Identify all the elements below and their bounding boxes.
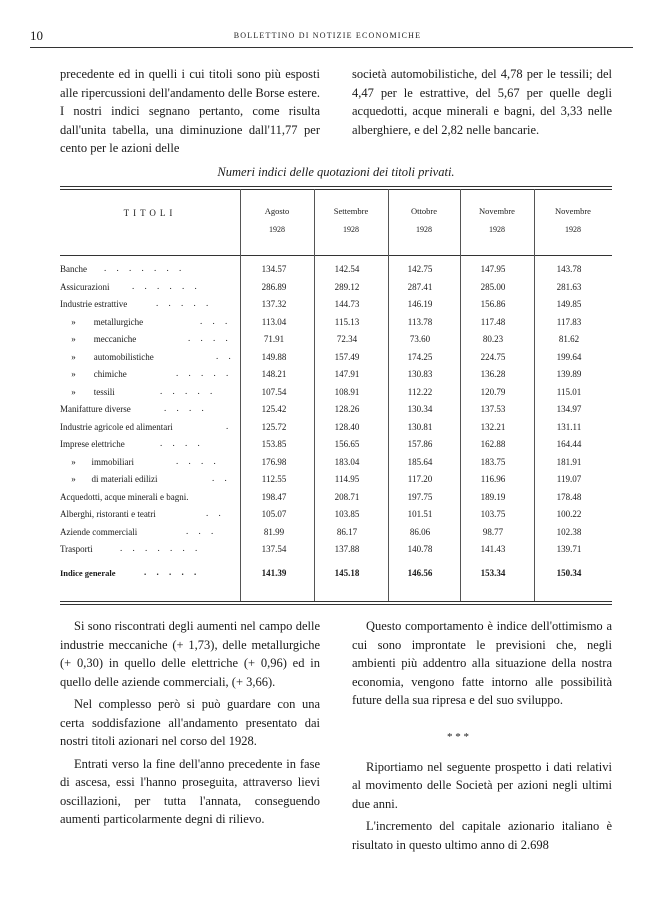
intro-left-column bbox=[60, 65, 320, 158]
column-header-month: Settembre bbox=[333, 206, 369, 216]
row-label: » immobiliari bbox=[60, 456, 134, 467]
cell-value: 101.51 bbox=[407, 509, 433, 519]
leader-dots: . . . . . . . bbox=[120, 543, 202, 553]
table-row bbox=[60, 350, 612, 368]
cell-value: 71.91 bbox=[263, 334, 285, 344]
cell-value: 178.48 bbox=[556, 491, 582, 502]
table-row bbox=[60, 455, 612, 473]
titoli-header: TITOLI bbox=[123, 208, 177, 218]
page-number: 10 bbox=[30, 28, 43, 43]
leader-dots: . . . . . bbox=[176, 368, 233, 378]
cell-value: 114.95 bbox=[334, 474, 360, 484]
cell-value: 162.88 bbox=[480, 439, 506, 449]
table-row bbox=[60, 490, 612, 508]
cell-value: 134.97 bbox=[556, 404, 582, 414]
table-header-rule bbox=[60, 255, 612, 256]
cell-value: 130.34 bbox=[407, 404, 433, 414]
column-header bbox=[392, 205, 456, 236]
cell-value: 125.42 bbox=[261, 404, 287, 414]
row-label: » automobilistiche bbox=[60, 351, 154, 362]
cell-value: 112.55 bbox=[261, 474, 287, 484]
cell-value: 117.20 bbox=[407, 474, 433, 484]
row-label: Trasporti bbox=[60, 544, 93, 554]
cell-value: 105.07 bbox=[261, 509, 287, 519]
cell-value: 224.75 bbox=[480, 351, 506, 362]
cell-value: 174.25 bbox=[407, 351, 433, 362]
body-paragraph: Questo comportamento è indice dell'ottimismo a cui sono improntate le previsioni che, negli ambienti più addentro alla situazione della nostra economia, vengono fatte intorno alle possibilità future della sua ripresa e del suo sviluppo. bbox=[352, 619, 612, 707]
intro-left-paragraph: precedente ed in quelli i cui titoli sono più esposti alle ripercussioni dell'andamento delle Borse estere. I nostri indici segnano pertanto, come risulta dall'unita tabella, una diminuzione dall'11,77 per cento per le azioni delle bbox=[60, 67, 320, 155]
table-row bbox=[60, 420, 612, 438]
fleuron-spacer bbox=[352, 714, 612, 754]
table-top-rule bbox=[60, 186, 612, 187]
table-bottom-rule bbox=[60, 601, 612, 602]
header-rule bbox=[30, 47, 633, 48]
total-value: 150.34 bbox=[556, 567, 582, 578]
leader-dots: . . . . bbox=[164, 403, 208, 413]
cell-value: 130.83 bbox=[407, 369, 433, 379]
leader-dots: . . bbox=[216, 350, 235, 361]
column-header-month: Novembre bbox=[479, 206, 515, 216]
body-columns bbox=[60, 617, 612, 858]
column-header bbox=[244, 205, 310, 236]
cell-value: 102.38 bbox=[556, 526, 582, 537]
intro-right-paragraph: società automobilistiche, del 4,78 per le tessili; del 4,47 per le estrattive, del 5,67 per quelle degli acquedotti, acque minerali e bagni, del 3,33 nelle alberghiere, e del 2,82 nelle bancarie. bbox=[352, 67, 612, 137]
column-header-month: Ottobre bbox=[411, 206, 437, 216]
cell-value: 139.89 bbox=[556, 369, 582, 379]
body-paragraph: Nel complesso però si può guardare con una certa soddisfazione all'andamento presentato dai nostri titoli azionari nel corso del 1928. bbox=[60, 697, 320, 748]
cell-value: 183.04 bbox=[334, 456, 360, 467]
table-row bbox=[60, 280, 612, 298]
column-header-month: Agosto bbox=[264, 206, 290, 216]
cell-value: 130.81 bbox=[407, 421, 433, 432]
cell-value: 142.75 bbox=[407, 264, 433, 274]
cell-value: 132.21 bbox=[480, 421, 506, 432]
row-label: Aziende commerciali bbox=[60, 526, 138, 537]
cell-value: 137.54 bbox=[261, 544, 287, 554]
table-row bbox=[60, 262, 612, 280]
cell-value: 113.78 bbox=[407, 316, 433, 327]
column-header bbox=[318, 205, 384, 236]
cell-value: 285.00 bbox=[480, 281, 506, 292]
cell-value: 156.65 bbox=[334, 439, 360, 449]
cell-value: 128.40 bbox=[334, 421, 360, 432]
cell-value: 137.88 bbox=[334, 544, 360, 554]
table-row bbox=[60, 315, 612, 333]
cell-value: 181.91 bbox=[556, 456, 582, 467]
cell-value: 153.85 bbox=[261, 439, 287, 449]
row-label: » meccaniche bbox=[60, 334, 137, 344]
row-label: Industrie agricole ed alimentari bbox=[60, 421, 173, 432]
cell-value: 183.75 bbox=[480, 456, 506, 467]
cell-value: 287.41 bbox=[407, 281, 433, 292]
cell-value: 136.28 bbox=[480, 369, 506, 379]
cell-value: 117.48 bbox=[480, 316, 506, 327]
cell-value: 199.64 bbox=[556, 351, 582, 362]
cell-value: 189.19 bbox=[480, 491, 506, 502]
column-header-year: 1928 bbox=[343, 225, 359, 234]
cell-value: 134.57 bbox=[261, 264, 287, 274]
total-value: 153.34 bbox=[480, 567, 506, 578]
cell-value: 197.75 bbox=[407, 491, 433, 502]
table-row bbox=[60, 332, 612, 350]
body-paragraph: Riportiamo nel seguente prospetto i dati relativi al movimento delle Società per azioni negli ultimi due anni. bbox=[352, 759, 612, 811]
row-label: Imprese elettriche bbox=[60, 439, 125, 449]
total-label: Indice generale bbox=[60, 567, 116, 578]
leader-dots: . . . . bbox=[160, 438, 204, 448]
body-paragraph: Si sono riscontrati degli aumenti nel campo delle industrie meccaniche (+ 1,73), delle metallurgiche (+ 0,30) in quello delle elettriche (+ 0,96) ed in quello delle aziende commerciali, (+ 3,66). bbox=[60, 619, 320, 689]
cell-value: 144.73 bbox=[334, 299, 360, 309]
table-row bbox=[60, 385, 612, 403]
leader-dots: . . . . bbox=[188, 333, 232, 343]
body-paragraph: Entrati verso la fine dell'anno precedente in fase di ascesa, essi l'hanno proseguita, attraverso lievi oscillazioni, per tutta l'annata, conseguendo aumenti particolarmente degni di rilievo. bbox=[60, 756, 320, 826]
leader-dots: . . bbox=[206, 508, 225, 518]
body-left-column bbox=[60, 617, 320, 858]
table-total-row bbox=[60, 566, 612, 584]
leader-dots: . . bbox=[212, 473, 231, 483]
cell-value: 148.21 bbox=[261, 369, 287, 379]
table-row bbox=[60, 542, 612, 560]
leader-dots: . . . . . . . bbox=[104, 263, 186, 273]
cell-value: 149.85 bbox=[556, 299, 582, 309]
column-header-month: Novembre bbox=[555, 206, 591, 216]
cell-value: 142.54 bbox=[334, 264, 360, 274]
cell-value: 128.26 bbox=[334, 404, 360, 414]
cell-value: 119.07 bbox=[556, 474, 582, 484]
row-label: » tessili bbox=[60, 386, 115, 397]
cell-value: 185.64 bbox=[407, 456, 433, 467]
total-value: 146.56 bbox=[407, 567, 433, 578]
cell-value: 157.86 bbox=[407, 439, 433, 449]
table-title: Numeri indici delle quotazioni dei titoli privati. bbox=[217, 165, 455, 179]
table-row bbox=[60, 437, 612, 455]
cell-value: 156.86 bbox=[480, 299, 506, 309]
column-header-year: 1928 bbox=[269, 225, 285, 234]
column-header bbox=[464, 205, 530, 236]
row-label: Industrie estrattive bbox=[60, 299, 128, 309]
cell-value: 113.04 bbox=[261, 316, 287, 327]
cell-value: 98.77 bbox=[482, 526, 504, 537]
leader-dots: . . . . . bbox=[160, 385, 217, 396]
leader-dots: . . . . . . bbox=[132, 280, 201, 291]
cell-value: 286.89 bbox=[261, 281, 287, 292]
cell-value: 81.99 bbox=[263, 526, 285, 537]
cell-value: 157.49 bbox=[334, 351, 360, 362]
cell-value: 141.43 bbox=[480, 544, 506, 554]
cell-value: 120.79 bbox=[480, 386, 506, 397]
leader-dots: . . . bbox=[200, 315, 232, 326]
section-fleuron: * * * bbox=[447, 731, 469, 743]
cell-value: 147.91 bbox=[334, 369, 360, 379]
intro-right-column bbox=[352, 65, 612, 158]
row-label: Acquedotti, acque minerali e bagni. bbox=[60, 491, 189, 502]
cell-value: 281.63 bbox=[556, 281, 582, 292]
cell-value: 131.11 bbox=[556, 421, 582, 432]
cell-value: 137.53 bbox=[480, 404, 506, 414]
cell-value: 137.32 bbox=[261, 299, 287, 309]
cell-value: 208.71 bbox=[334, 491, 360, 502]
cell-value: 149.88 bbox=[261, 351, 287, 362]
cell-value: 164.44 bbox=[556, 439, 582, 449]
cell-value: 139.71 bbox=[556, 544, 582, 554]
cell-value: 100.22 bbox=[556, 509, 582, 519]
cell-value: 72.34 bbox=[336, 334, 358, 344]
cell-value: 86.06 bbox=[409, 526, 431, 537]
leader-dots: . . . . . bbox=[144, 566, 201, 577]
leader-dots: . . . . . bbox=[156, 298, 213, 308]
running-head: BOLLETTINO DI NOTIZIE ECONOMICHE bbox=[233, 31, 422, 40]
row-label: Assicurazioni bbox=[60, 281, 110, 292]
cell-value: 107.54 bbox=[261, 386, 287, 397]
cell-value: 289.12 bbox=[334, 281, 360, 292]
column-header-year: 1928 bbox=[565, 225, 581, 234]
row-label: » di materiali edilizi bbox=[60, 474, 158, 484]
row-label: Banche bbox=[60, 264, 87, 274]
cell-value: 86.17 bbox=[336, 526, 358, 537]
cell-value: 143.78 bbox=[556, 264, 582, 274]
cell-value: 115.13 bbox=[334, 316, 360, 327]
cell-value: 125.72 bbox=[261, 421, 287, 432]
table-row bbox=[60, 297, 612, 315]
cell-value: 198.47 bbox=[261, 491, 287, 502]
cell-value: 147.95 bbox=[480, 264, 506, 274]
leader-dots: . . . bbox=[186, 525, 218, 536]
row-label: » metallurgiche bbox=[60, 316, 144, 327]
table-row bbox=[60, 525, 612, 543]
table-row bbox=[60, 402, 612, 420]
table-bottom-rule-double bbox=[60, 604, 612, 605]
table-row bbox=[60, 472, 612, 490]
cell-value: 103.85 bbox=[334, 509, 360, 519]
column-header-year: 1928 bbox=[489, 225, 505, 234]
cell-value: 112.22 bbox=[407, 386, 433, 397]
table-body bbox=[60, 262, 612, 583]
table-row bbox=[60, 507, 612, 525]
table-row bbox=[60, 367, 612, 385]
body-paragraph: L'incremento del capitale azionario italiano è risultato in questo ultimo anno di 2.698 bbox=[352, 819, 612, 852]
cell-value: 140.78 bbox=[407, 544, 433, 554]
row-label: Alberghi, ristoranti e teatri bbox=[60, 509, 156, 519]
row-label: » chimiche bbox=[60, 369, 127, 379]
intro-columns bbox=[60, 65, 612, 158]
leader-dots: . bbox=[226, 420, 233, 431]
cell-value: 103.75 bbox=[480, 509, 506, 519]
cell-value: 146.19 bbox=[407, 299, 433, 309]
total-value: 145.18 bbox=[334, 567, 360, 578]
cell-value: 116.96 bbox=[480, 474, 506, 484]
cell-value: 81.62 bbox=[558, 334, 580, 344]
cell-value: 117.83 bbox=[556, 316, 582, 327]
column-header bbox=[538, 205, 608, 236]
cell-value: 108.91 bbox=[334, 386, 360, 397]
column-header-year: 1928 bbox=[416, 225, 432, 234]
total-value: 141.39 bbox=[261, 567, 287, 578]
cell-value: 115.01 bbox=[556, 386, 582, 397]
body-right-column bbox=[352, 617, 612, 858]
leader-dots: . . . . bbox=[176, 455, 220, 466]
row-label: Manifatture diverse bbox=[60, 404, 131, 414]
table-top-rule-double bbox=[60, 189, 612, 190]
cell-value: 176.98 bbox=[261, 456, 287, 467]
cell-value: 80.23 bbox=[482, 334, 504, 344]
cell-value: 73.60 bbox=[409, 334, 431, 344]
